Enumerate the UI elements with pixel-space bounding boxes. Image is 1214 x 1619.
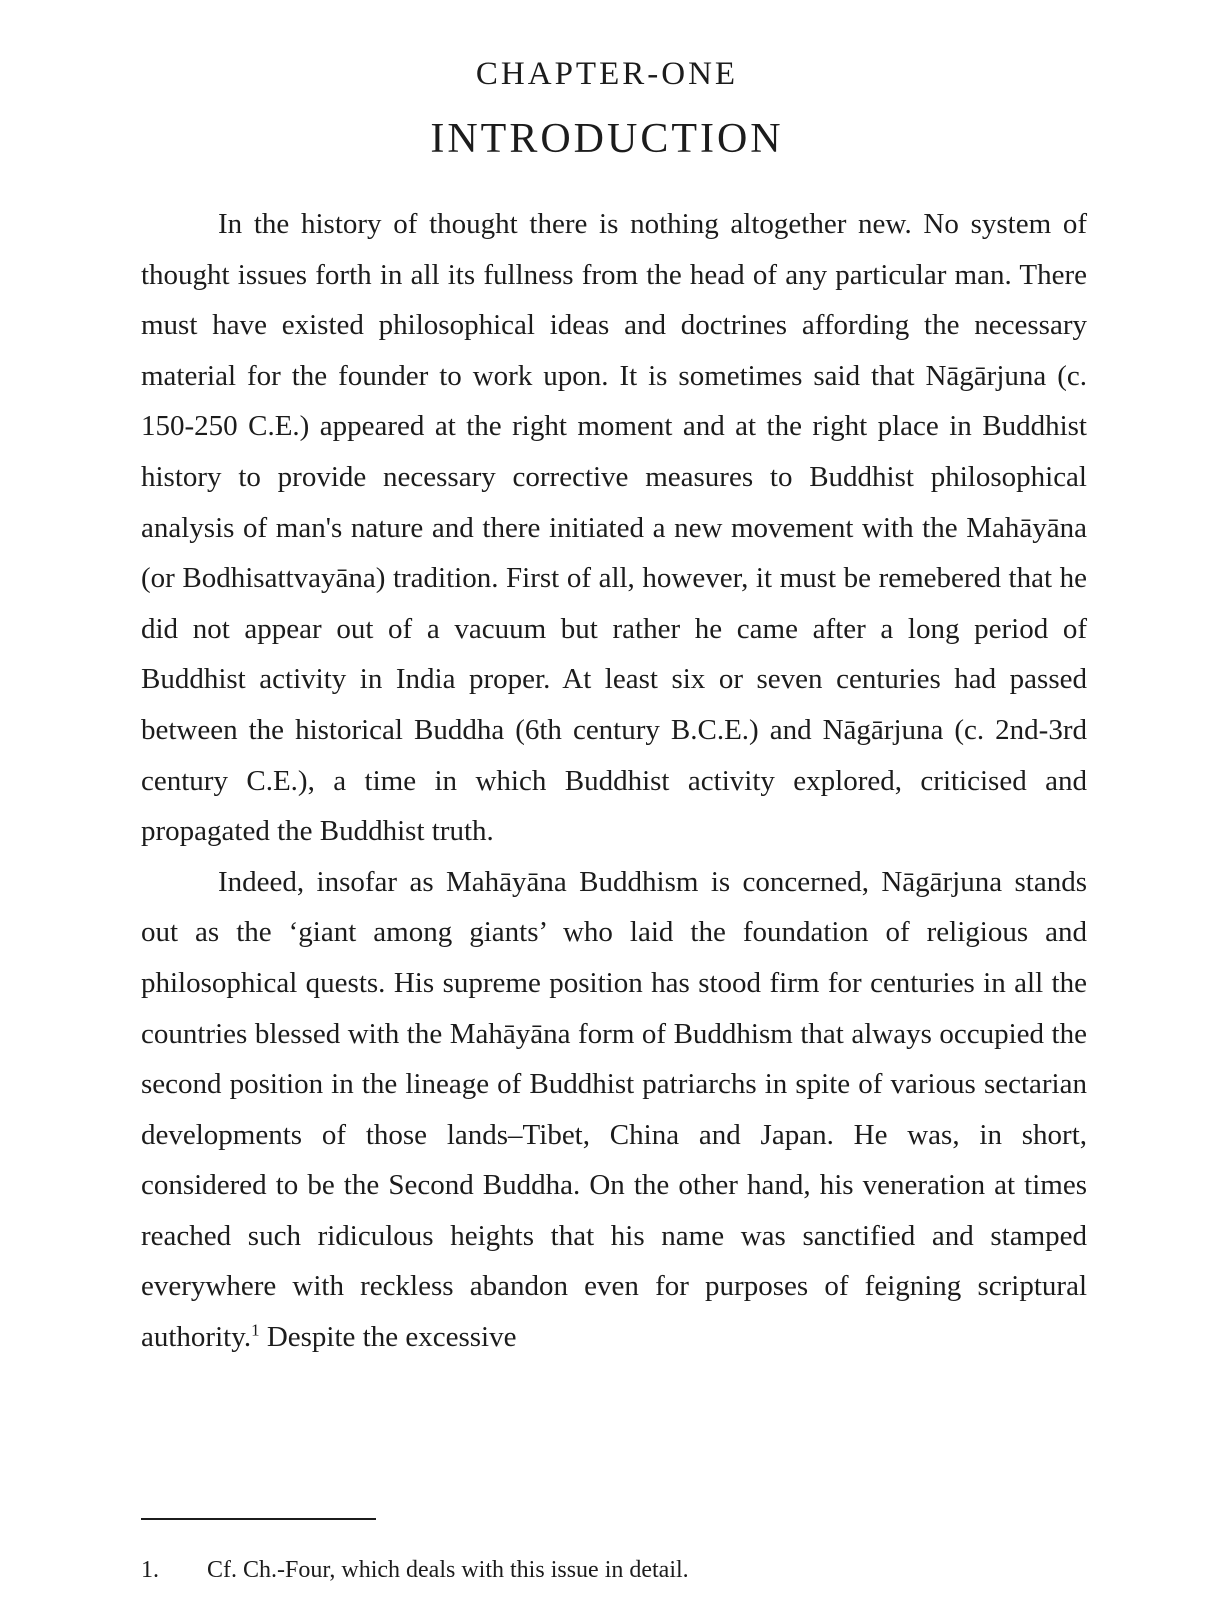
paragraph-1-text: In the history of thought there is nothing altogether new. No system of thought issues forth in all its fullness from the head of any particular man. There must have existed philosophical ideas and doctrines affording the necessary material for the founder to work upon. It is sometimes said that Nāgārjuna (c. 150-250 C.E.) appeared at the right moment and at the right place in Buddhist history to provide necessary corrective measures to Buddhist philosophical analysis of man's nature and there initiated a new movement with the Mahāyāna (or Bodhisattvayāna) tradition. First of all, however, it must be remebered that he did not appear out of a vacuum but rather he came after a long period of Buddhist activity in India proper. At least six or seven centuries had passed between the historical Buddha (6th century B.C.E.) and Nāgārjuna (c. 2nd-3rd century C.E.), a time in which Buddhist activity explored, criticised and propagated the Buddhist truth. <box>141 208 1087 848</box>
paragraph-2 <box>141 857 1087 1363</box>
chapter-title: INTRODUCTION <box>430 116 784 162</box>
footnote-1 <box>141 1555 1087 1585</box>
footnote-reference[interactable]: 1 <box>251 1320 260 1340</box>
footnote-number: 1. <box>141 1557 159 1583</box>
paragraph-2-continuation: Despite the excessive <box>259 1321 517 1354</box>
footnote-text: Cf. Ch.-Four, which deals with this issue in detail. <box>207 1557 689 1583</box>
paragraph-1 <box>141 199 1087 857</box>
chapter-label: CHAPTER-ONE <box>475 56 739 92</box>
body-text <box>141 199 1087 1363</box>
footnote-divider <box>141 1518 376 1520</box>
paragraph-2-text: Indeed, insofar as Mahāyāna Buddhism is concerned, Nāgārjuna stands out as the ‘giant among giants’ who laid the foundation of religious and philosophical quests. His supreme position has stood firm for centuries in all the countries blessed with the Mahāyāna form of Buddhism that always occupied the second position in the lineage of Buddhist patriarchs in spite of various sectarian developments of those lands–Tibet, China and Japan. He was, in short, considered to be the Second Buddha. On the other hand, his veneration at times reached such ridiculous heights that his name was sanctified and stamped everywhere with reckless abandon even for purposes of feigning scriptural authority. <box>141 865 1087 1354</box>
